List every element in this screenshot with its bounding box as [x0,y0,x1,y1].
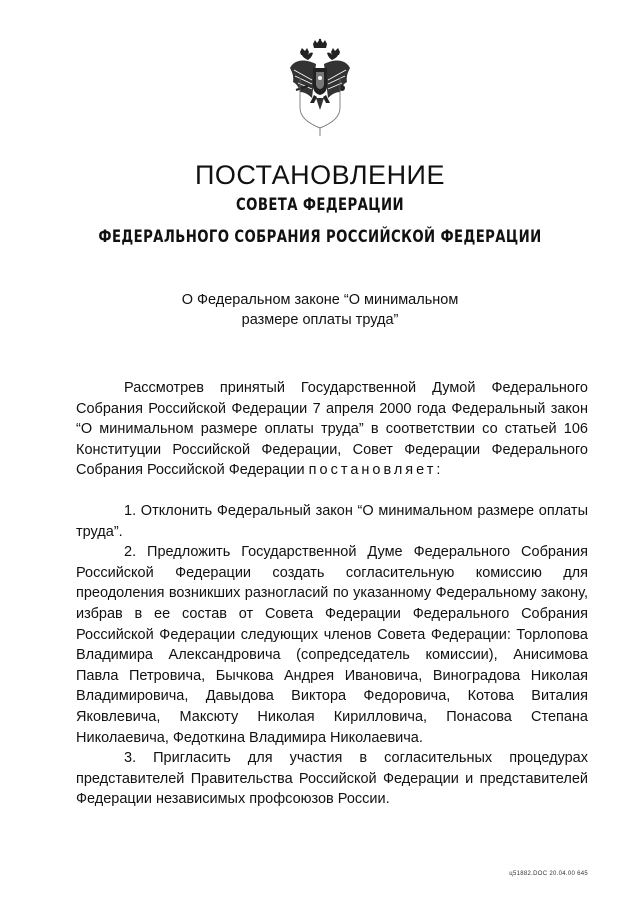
file-reference: ц51882.DOC 20.04.00 645 [509,871,588,877]
document-body [76,378,588,810]
decision-word: постановляет: [308,462,444,479]
subject-line-2: размере оплаты труда” [241,312,399,328]
issuer-line-1: СОВЕТА ФЕДЕРАЦИИ [236,195,404,215]
item-3: 3. Пригласить для участия в согласительных процедурах представителей Правительства Российской Федерации и представителей Федерации независимых профсоюзов России. [76,750,588,808]
item-2: 2. Предложить Государственной Думе Федерального Собрания Российской Федерации создать согласительную комиссию для преодоления возникших разногласий по указанному Федеральному закону, избрав в ее состав от Совета Федерации Федерального Собрания Российской Федерации следующих членов Совета Федерации: Торлопова Владимира Александровича (сопредседатель комиссии), Анисимова Павла Петровича, Бычкова Андрея Ивановича, Виноградова Николая Владимировича, Давыдова Виктора Федоровича, Котова Виталия Яковлевича, Максюту Николая Кирилловича, Понасова Степана Николаевича, Федоткина Владимира Николаевича. [76,544,588,746]
issuer-line-2: ФЕДЕРАЛЬНОГО СОБРАНИЯ РОССИЙСКОЙ ФЕДЕРАЦИИ [98,227,542,247]
preamble-text: Рассмотрев принятый Государственной Думой Федерального Собрания Российской Федерации 7 апреля 2000 года Федеральный закон “О минимальном размере оплаты труда” в соответствии со статьей 106 Конституции Российской Федерации, Совет Федерации Федерального Собрания Российской Федерации [76,380,588,479]
subject-line-1: О Федеральном законе “О минимальном [181,292,459,308]
item-1: 1. Отклонить Федеральный закон “О минимальном размере оплаты труда”. [76,502,588,540]
document-title: ПОСТАНОВЛЕНИЕ [195,160,445,190]
preamble-paragraph [76,378,588,481]
document-subject [0,290,640,330]
coat-of-arms-icon [286,38,354,138]
